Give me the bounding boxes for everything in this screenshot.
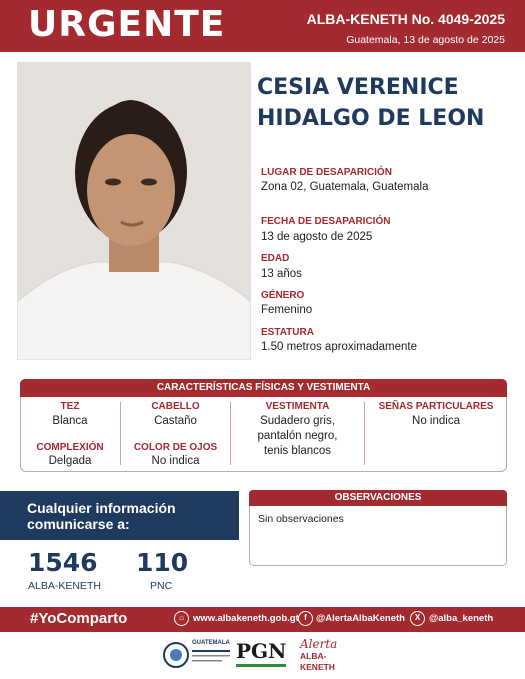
facebook-link[interactable]: @AlertaAlbaKeneth xyxy=(316,613,405,624)
person-photo-illustration xyxy=(17,62,251,360)
guatemala-logo xyxy=(162,638,232,672)
person-name-line2: HIDALGO DE LEON xyxy=(257,106,485,131)
alert-number: ALBA-KENETH No. 4049-2025 xyxy=(306,11,505,27)
tez-value: Blanca xyxy=(52,415,88,427)
complexion-value: Delgada xyxy=(48,455,92,467)
hotline-label-pnc: PNC xyxy=(150,580,173,592)
person-name-line1: CESIA VERENICE xyxy=(257,75,459,100)
pgn-logo-stripe xyxy=(236,664,286,667)
fecha-label: FECHA DE DESAPARICIÓN xyxy=(261,216,391,227)
contact-line1: Cualquier información xyxy=(27,500,176,516)
alba-logo-line2: ALBA-KENETH xyxy=(300,651,335,672)
ojos-label: COLOR DE OJOS xyxy=(133,442,218,453)
vestimenta-line: Sudadero gris, xyxy=(260,415,335,427)
characteristics-heading: CARACTERÍSTICAS FÍSICAS Y VESTIMENTA xyxy=(20,379,507,397)
facebook-icon: f xyxy=(298,611,313,626)
urgent-title: URGENTE xyxy=(28,4,226,45)
edad-label: EDAD xyxy=(261,253,290,264)
contact-line2: comunicarse a: xyxy=(27,516,130,532)
website-link[interactable]: www.albakeneth.gob.gt xyxy=(193,613,299,624)
x-icon: X xyxy=(410,611,425,626)
genero-label: GÉNERO xyxy=(261,290,305,301)
complexion-label: COMPLEXIÓN xyxy=(36,442,104,453)
cabello-label: CABELLO xyxy=(151,401,200,412)
cabello-value: Castaño xyxy=(154,415,197,427)
observations-text: Sin observaciones xyxy=(258,513,344,525)
lugar-value: Zona 02, Guatemala, Guatemala xyxy=(261,181,429,193)
fecha-value: 13 de agosto de 2025 xyxy=(261,231,373,243)
hashtag: #YoComparto xyxy=(30,610,128,627)
vestimenta-line: tenis blancos xyxy=(263,445,332,457)
pgn-logo xyxy=(236,638,292,672)
web-icon: ⌂ xyxy=(174,611,189,626)
lugar-label: LUGAR DE DESAPARICIÓN xyxy=(261,167,392,178)
alert-date: Guatemala, 13 de agosto de 2025 xyxy=(346,34,505,46)
vestimenta-value xyxy=(231,414,364,459)
senas-label: SEÑAS PARTICULARES xyxy=(378,401,494,412)
estatura-label: ESTATURA xyxy=(261,327,314,338)
observations-heading: OBSERVACIONES xyxy=(249,490,507,506)
tez-label: TEZ xyxy=(60,401,80,412)
logo1-text: GUATEMALA xyxy=(192,640,230,646)
missing-person-photo xyxy=(17,62,251,360)
contact-text xyxy=(27,500,176,532)
person-name xyxy=(257,72,517,134)
senas-value: No indica xyxy=(412,415,460,427)
pgn-logo-text: PGN xyxy=(236,639,287,663)
alba-logo-line1: Alerta xyxy=(300,637,338,651)
genero-value: Femenino xyxy=(261,304,313,316)
vestimenta-label: VESTIMENTA xyxy=(265,401,330,412)
alba-keneth-logo xyxy=(300,638,360,672)
x-link[interactable]: @alba_keneth xyxy=(429,613,494,624)
hotline-number-pnc[interactable]: 110 xyxy=(136,548,189,577)
ojos-value: No indica xyxy=(151,455,200,467)
edad-value: 13 años xyxy=(261,268,302,280)
hotline-number-alba[interactable]: 1546 xyxy=(28,548,98,577)
hotline-label-alba: ALBA-KENETH xyxy=(28,580,101,592)
estatura-value: 1.50 metros aproximadamente xyxy=(261,341,417,353)
vestimenta-line: pantalón negro, xyxy=(257,430,338,442)
